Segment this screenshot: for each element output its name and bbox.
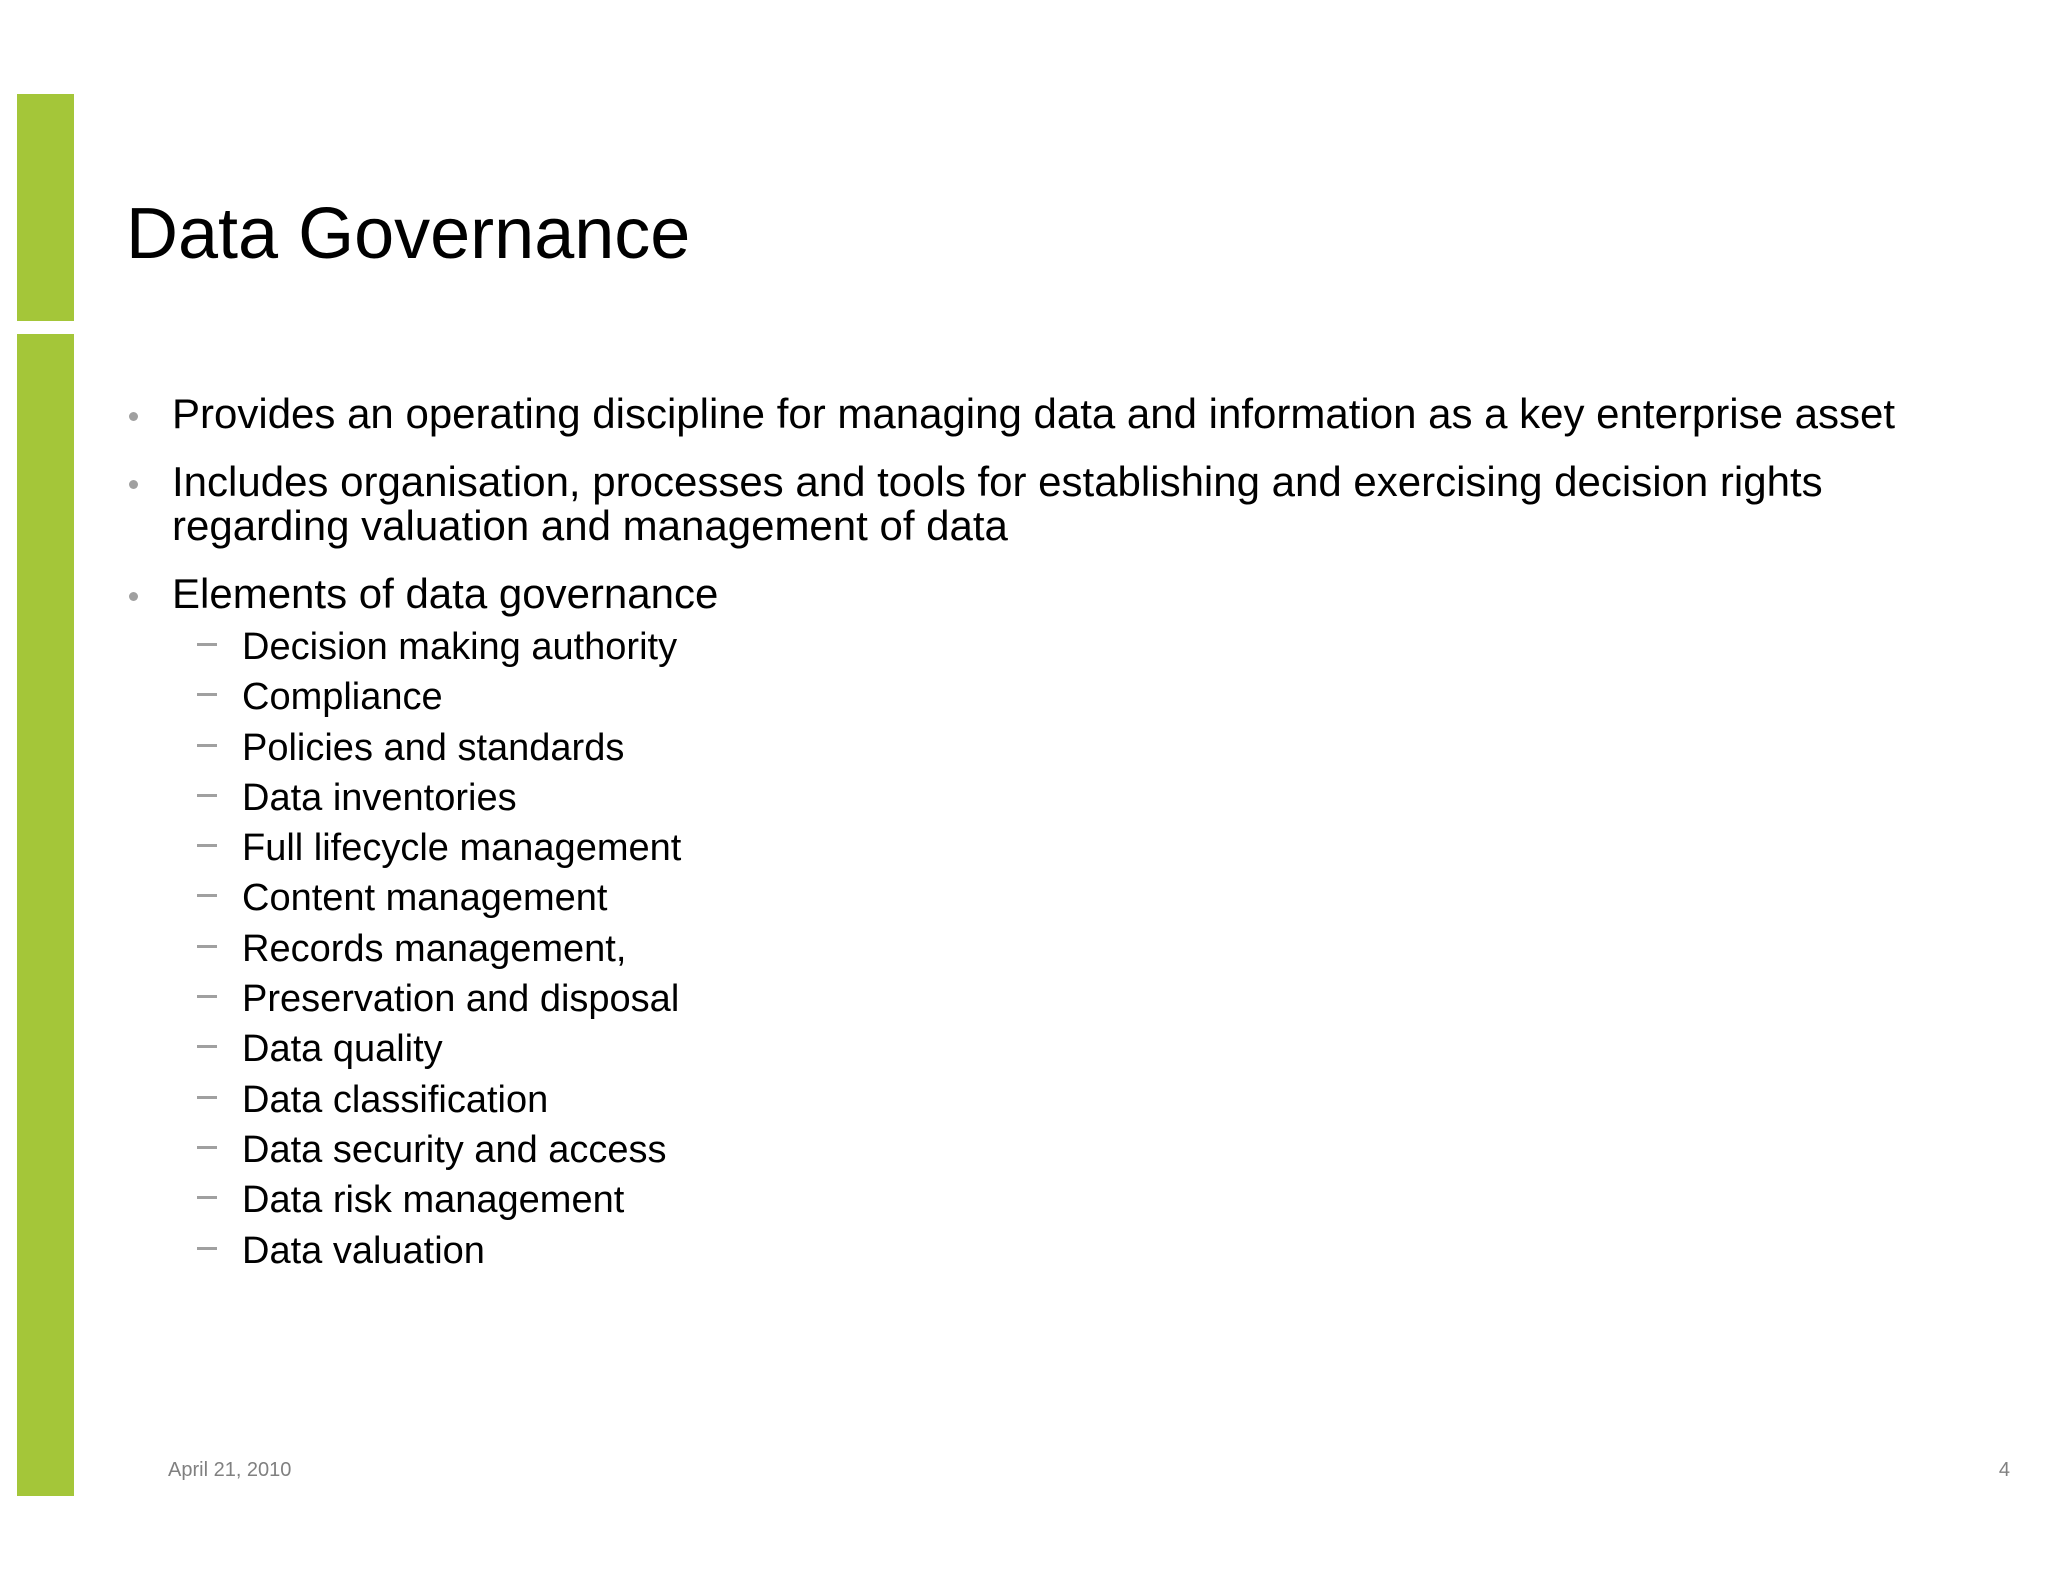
accent-bar-bottom bbox=[17, 334, 74, 1496]
sub-item-text: Policies and standards bbox=[242, 726, 625, 769]
sub-list-item bbox=[172, 1226, 2006, 1276]
sub-list-item bbox=[172, 723, 2006, 773]
sub-item-text: Data security and access bbox=[242, 1128, 667, 1171]
dash-icon bbox=[197, 1196, 217, 1199]
bullet-dot-icon bbox=[129, 592, 138, 601]
dash-icon bbox=[197, 894, 217, 897]
bullet-dot-icon bbox=[129, 480, 138, 489]
sub-list-item bbox=[172, 773, 2006, 823]
sub-item-text: Decision making authority bbox=[242, 626, 678, 668]
sub-list-item bbox=[172, 1075, 2006, 1125]
dash-icon bbox=[197, 945, 217, 948]
dash-icon bbox=[197, 1146, 217, 1149]
sub-list-item bbox=[172, 1125, 2006, 1175]
bullet-item bbox=[126, 572, 2006, 1276]
sub-list-item bbox=[172, 823, 2006, 873]
sub-item-text: Full lifecycle management bbox=[242, 827, 682, 870]
sub-list-item bbox=[172, 1024, 2006, 1074]
slide-title: Data Governance bbox=[126, 194, 691, 274]
sub-item-text: Data risk management bbox=[242, 1179, 625, 1222]
sub-list-item bbox=[172, 622, 2006, 672]
bullet-text: Elements of data governance bbox=[172, 570, 719, 617]
sub-item-text: Preservation and disposal bbox=[242, 978, 680, 1021]
dash-icon bbox=[197, 1096, 217, 1099]
sub-item-text: Compliance bbox=[242, 676, 443, 719]
dash-icon bbox=[197, 693, 217, 696]
bullet-item bbox=[126, 392, 2006, 436]
elements-sub-list bbox=[172, 622, 2006, 1276]
bullet-dot-icon bbox=[129, 412, 138, 421]
dash-icon bbox=[197, 794, 217, 797]
sub-item-text: Data classification bbox=[242, 1078, 549, 1121]
sub-item-text: Data valuation bbox=[242, 1229, 485, 1272]
bullet-list bbox=[126, 392, 2006, 1300]
page-number: 4 bbox=[1998, 1459, 2010, 1481]
dash-icon bbox=[197, 844, 217, 847]
sub-list-item bbox=[172, 873, 2006, 923]
sub-item-text: Data inventories bbox=[242, 776, 517, 819]
dash-icon bbox=[197, 643, 217, 646]
bullet-text: Provides an operating discipline for managing data and information as a key enterprise asset bbox=[172, 390, 1896, 437]
sub-list-item bbox=[172, 672, 2006, 722]
sub-list-item bbox=[172, 974, 2006, 1024]
sub-item-text: Records management, bbox=[242, 927, 627, 970]
dash-icon bbox=[197, 1247, 217, 1250]
footer-date: April 21, 2010 bbox=[168, 1459, 292, 1481]
bullet-item bbox=[126, 460, 2006, 548]
dash-icon bbox=[197, 995, 217, 998]
accent-bar-top bbox=[17, 94, 74, 321]
dash-icon bbox=[197, 1045, 217, 1048]
sub-item-text: Content management bbox=[242, 877, 608, 920]
dash-icon bbox=[197, 744, 217, 747]
sub-list-item bbox=[172, 1175, 2006, 1225]
sub-list-item bbox=[172, 924, 2006, 974]
sub-item-text: Data quality bbox=[242, 1028, 443, 1071]
bullet-text: Includes organisation, processes and tools for establishing and exercising decision rights regarding valuation and management of data bbox=[172, 458, 1823, 549]
